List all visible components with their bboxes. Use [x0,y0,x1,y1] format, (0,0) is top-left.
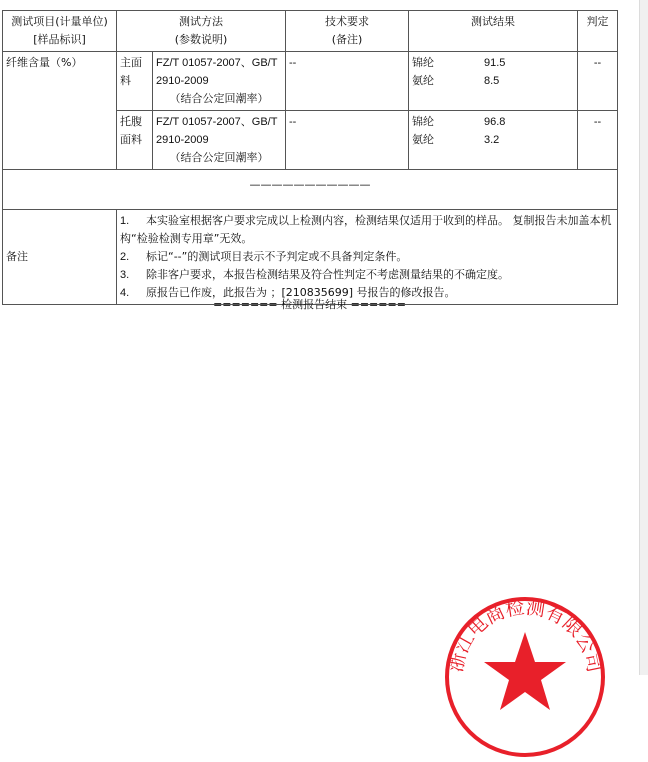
result-cell [409,111,578,170]
remark-number: 1. [120,215,130,227]
header-req-line1: 技术要求 [325,15,369,28]
requirement-cell: -- [286,111,409,170]
header-item [3,11,117,52]
method-line: （结合公定回潮率） [169,151,269,164]
header-method [117,11,286,52]
remark-note [120,266,614,284]
header-method-line2: (参数说明) [174,33,228,46]
report-end-mark: ======= 检测报告结束 ====== [213,298,406,311]
result-line [412,131,574,149]
header-item-line2: [样品标识] [33,33,86,46]
remarks-label: 备注 [3,210,117,305]
method-line: 2910-2009 [156,75,209,87]
header-item-line1: 测试项目(计量单位) [11,15,108,28]
header-req-line2: (备注) [331,33,363,46]
result-line [412,113,574,131]
company-seal [440,592,610,762]
remark-note [120,212,614,248]
method-line: 2910-2009 [156,134,209,146]
remark-number: 4. [120,287,130,299]
remark-text: 除非客户要求，本报告检测结果及符合性判定不考虑测量结果的不确定度。 [146,268,509,281]
judgement-cell: -- [578,52,618,111]
fiber-value: 91.5 [484,57,506,69]
remarks-content [117,210,618,305]
requirement-cell: -- [286,52,409,111]
fiber-name: 锦纶 [412,115,434,128]
fiber-name: 锦纶 [412,56,434,69]
result-line [412,72,574,90]
method-line: （结合公定回潮率） [169,92,269,105]
scrollbar[interactable] [639,0,648,675]
remark-text: 原报告已作废，此报告为 ；[210835699] 号报告的修改报告。 [146,286,456,299]
seal-star-icon [484,632,566,710]
method-line: FZ/T 01057-2007、GB/T [156,116,278,128]
remarks-row [3,210,618,305]
separator-line: ——————————— [249,178,371,191]
sample-part: 托腹面料 [117,111,153,170]
remark-text: 本实验室根据客户要求完成以上检测内容，检测结果仅适用于收到的样品。 复制报告未加盖本机构“检验检测专用章”无效。 [120,214,612,245]
result-cell [409,52,578,111]
remark-text: 标记“--”的测试项目表示不予判定或不具备判定条件。 [146,250,408,263]
fiber-value: 3.2 [484,134,500,146]
method-line: FZ/T 01057-2007、GB/T [156,57,278,69]
header-judgement: 判定 [578,11,618,52]
table-header-row [3,11,618,52]
fiber-value: 8.5 [484,75,500,87]
remark-note [120,248,614,266]
judgement-cell: -- [578,111,618,170]
test-method [153,111,286,170]
header-result: 测试结果 [409,11,578,52]
fiber-value: 96.8 [484,116,506,128]
header-method-line1: 测试方法 [179,15,223,28]
sample-part: 主面料 [117,52,153,111]
fiber-name: 氨纶 [412,74,434,87]
remark-number: 2. [120,251,130,263]
table-row [3,52,618,111]
header-requirement [286,11,409,52]
separator-row [3,170,618,210]
fiber-content-label: 纤维含量（%） [3,52,117,170]
test-method [153,52,286,111]
fiber-name: 氨纶 [412,133,434,146]
remark-number: 3. [120,269,130,281]
test-results-table [2,10,618,305]
seal-text: 浙江电商检测有限公司 [444,596,606,675]
result-line [412,54,574,72]
